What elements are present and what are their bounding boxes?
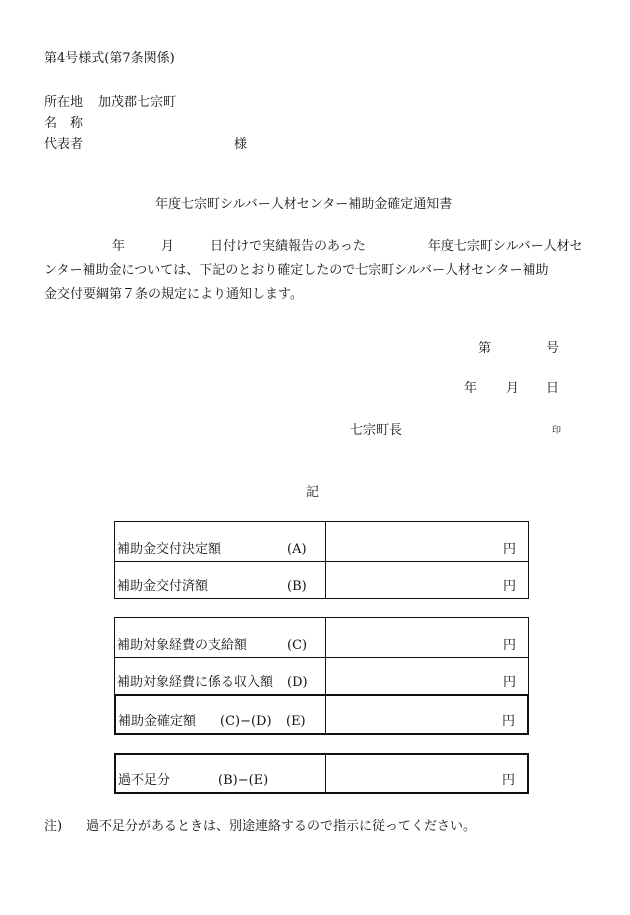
body-paragraph xyxy=(44,235,584,307)
row-formula-c-minus-d: (C)−(D) xyxy=(220,714,272,729)
body-line1-rest: 年度七宗町シルバー人材セ xyxy=(427,239,583,254)
ki-heading: 記 xyxy=(306,485,320,500)
table-row xyxy=(115,561,528,598)
date-month: 月 xyxy=(506,381,520,396)
doc-number-prefix: 第 xyxy=(478,341,492,356)
date-year: 年 xyxy=(464,381,478,396)
yen-unit: 円 xyxy=(502,638,516,653)
address-value: 加茂郡七宗町 xyxy=(98,95,177,110)
row-code-b: (B) xyxy=(287,579,307,594)
row-code-e: (E) xyxy=(286,714,306,729)
note-mark: 注) xyxy=(44,819,63,834)
body-month: 月 xyxy=(161,239,175,254)
date-day: 日 xyxy=(546,381,560,396)
table-row xyxy=(116,755,527,792)
row-code-c: (C) xyxy=(287,638,308,653)
table-row xyxy=(115,522,528,561)
representative-label: 代表者 xyxy=(44,137,84,152)
row-code-d: (D) xyxy=(287,675,308,690)
yen-unit: 円 xyxy=(501,714,515,729)
issuer-name: 七宗町長 xyxy=(350,423,403,438)
body-line2: ンター補助金については、下記のとおり確定したので七宗町シルバー人材センター補助 xyxy=(44,263,549,278)
address-label: 所在地 xyxy=(44,95,84,110)
row-label-grant-paid: 補助金交付済額 xyxy=(117,579,209,594)
yen-unit: 円 xyxy=(502,675,516,690)
amount-table-ab xyxy=(114,521,529,599)
row-label-surplus-deficit: 過不足分 xyxy=(118,773,171,788)
yen-unit: 円 xyxy=(502,542,516,557)
row-code-a: (A) xyxy=(287,542,307,557)
note-text: 過不足分があるときは、別途連絡するので指示に従ってください。 xyxy=(86,819,477,834)
amount-table-e xyxy=(114,694,529,735)
yen-unit: 円 xyxy=(501,773,515,788)
table-row xyxy=(116,696,527,733)
row-label-expense-income: 補助対象経費に係る収入額 xyxy=(117,675,274,690)
body-day-text: 日付けで実績報告のあった xyxy=(210,239,366,254)
yen-unit: 円 xyxy=(502,579,516,594)
table-row xyxy=(115,618,528,657)
form-number: 第4号様式(第7条関係) xyxy=(44,51,175,66)
name-label: 名 称 xyxy=(44,116,84,131)
seal-mark: 印 xyxy=(552,426,562,436)
body-year: 年 xyxy=(112,239,126,254)
doc-number-suffix: 号 xyxy=(546,341,560,356)
table-row xyxy=(115,657,528,694)
document-title: 年度七宗町シルバー人材センター補助金確定通知書 xyxy=(155,197,453,212)
amount-table-balance xyxy=(114,753,529,794)
row-label-grant-decision: 補助金交付決定額 xyxy=(117,542,222,557)
body-line3: 金交付要綱第７条の規定により通知します。 xyxy=(44,287,303,302)
honorific: 様 xyxy=(234,137,248,152)
amount-table-cd xyxy=(114,617,529,695)
row-label-grant-confirmed: 補助金確定額 xyxy=(118,714,197,729)
row-label-expense-paid: 補助対象経費の支給額 xyxy=(117,638,248,653)
row-formula-b-minus-e: (B)−(E) xyxy=(218,773,269,788)
